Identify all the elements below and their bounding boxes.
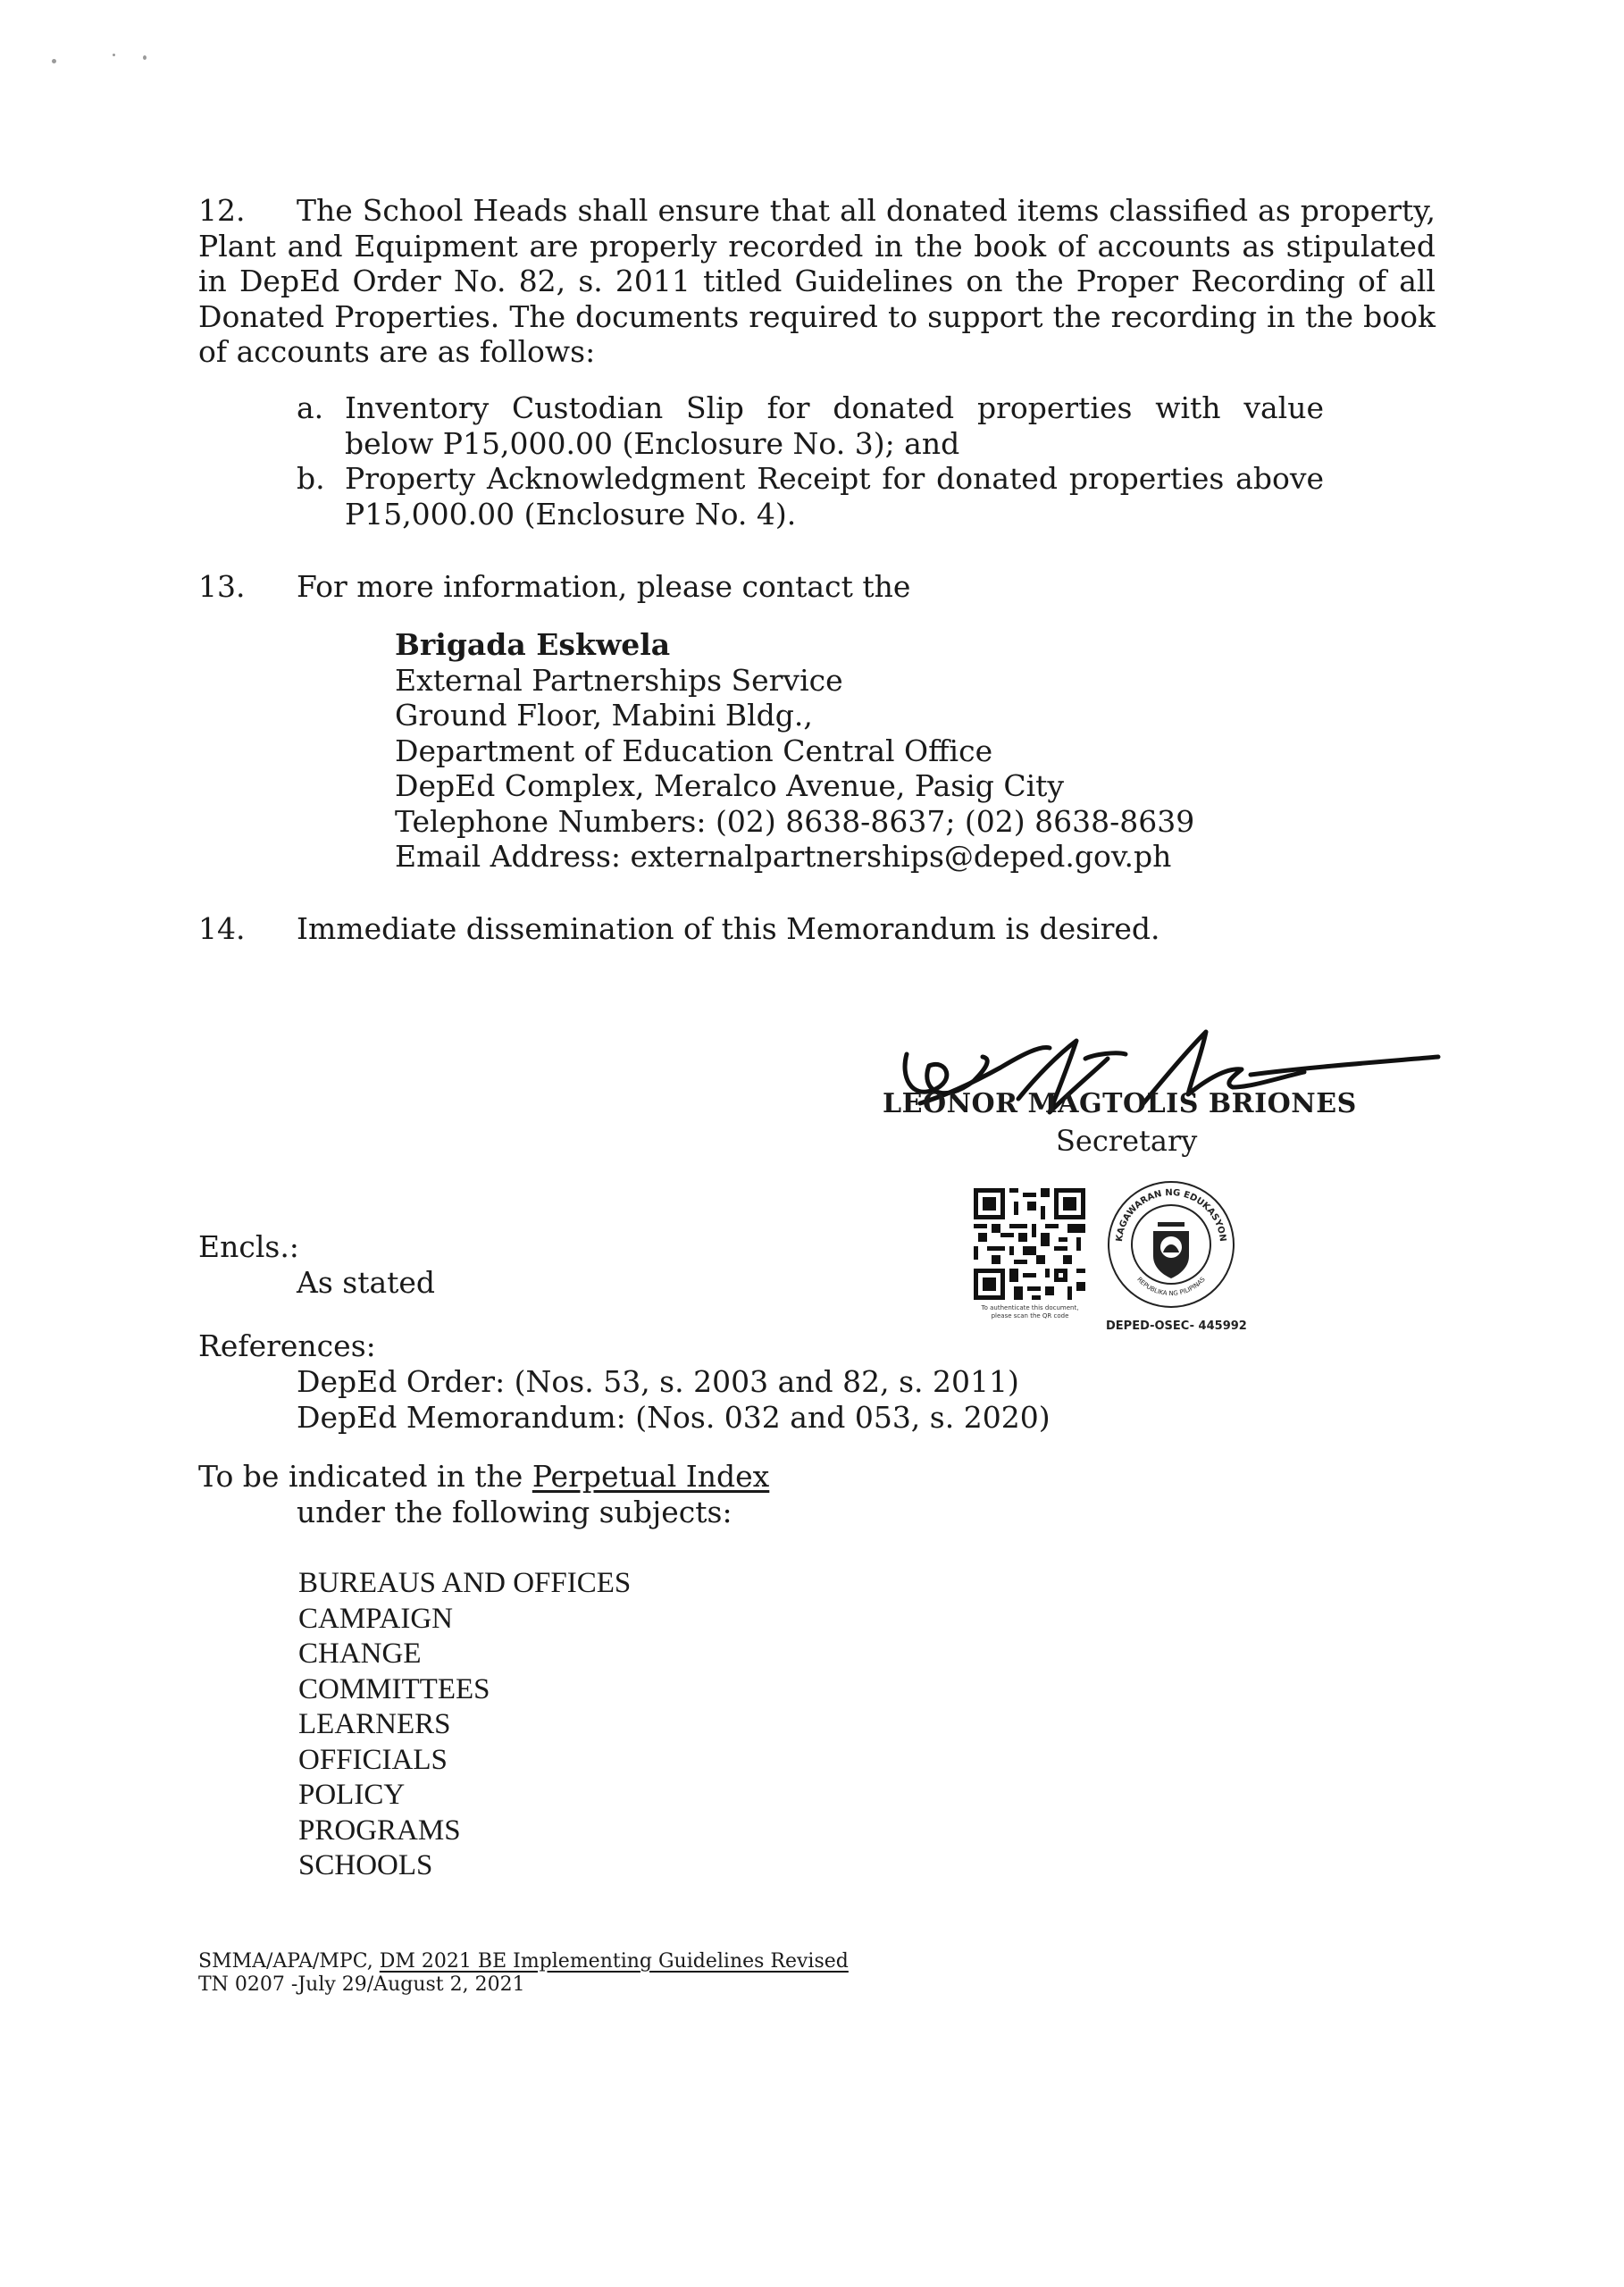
seal-top-text: KAGAWARAN NG EDUKASYON (1115, 1187, 1228, 1243)
contact-line: DepEd Complex, Meralco Avenue, Pasig City (395, 768, 1065, 803)
references-list (297, 1364, 1051, 1435)
subject-item: OFFICIALS (298, 1743, 448, 1776)
index-subtitle: under the following subjects: (297, 1495, 732, 1529)
contact-email: Email Address: externalpartnerships@deped.gov.ph (395, 839, 1172, 874)
perpetual-index-link: Perpetual Index (532, 1459, 770, 1494)
paragraph-13 (198, 569, 1436, 605)
contact-organization: Brigada Eskwela (395, 627, 671, 662)
scan-speck (113, 54, 115, 56)
list-item-text: Property Acknowledgment Receipt for donated properties above P15,000.00 (Enclosure No. 4). (345, 461, 1324, 532)
required-documents-list (297, 390, 1324, 532)
footer-tracking-number: TN 0207 -July 29/August 2, 2021 (198, 1973, 525, 1996)
subject-item: LEARNERS (298, 1708, 451, 1740)
subject-item: PROGRAMS (298, 1814, 461, 1847)
paragraph-text: Immediate dissemination of this Memorandum is desired. (297, 911, 1160, 946)
footer-initials: SMMA/APA/MPC, (198, 1950, 380, 1973)
list-item (297, 390, 1324, 461)
reference-line: DepEd Memorandum: (Nos. 032 and 053, s. 2020) (297, 1399, 1051, 1435)
footer-line-1 (198, 1950, 849, 1973)
paragraph-14 (198, 911, 1436, 947)
reference-line: DepEd Order: (Nos. 53, s. 2003 and 82, s. 2011) (297, 1364, 1019, 1399)
index-prefix: To be indicated in the (198, 1459, 532, 1494)
footer-document-title: DM 2021 BE Implementing Guidelines Revised (379, 1950, 849, 1973)
subject-item: SCHOOLS (298, 1849, 433, 1881)
svg-text:REPUBLIKA NG PILIPINAS (1135, 1276, 1207, 1297)
contact-line: Ground Floor, Mabini Bldg., (395, 698, 813, 733)
contact-phone: Telephone Numbers: (02) 8638-8637; (02) 8638-8639 (395, 803, 1195, 839)
scan-speck (143, 55, 146, 60)
paragraph-text: The School Heads shall ensure that all donated items classified as property, Plant and Equipment are properly recorded in the book of accounts as stipulated in DepEd Order No. 82, s. 2011 titled Guidelines on the Proper Recording of all Donated Properties. The documents required to support the recording in the book of accounts are as follows: (198, 193, 1436, 369)
references-label: References: (198, 1328, 376, 1363)
paragraph-number: 12. (198, 193, 246, 228)
document-code: DEPED-OSEC- 445992 (1106, 1319, 1247, 1333)
paragraph-number: 13. (198, 569, 246, 604)
qr-caption (963, 1304, 1097, 1320)
contact-line: Department of Education Central Office (395, 733, 993, 768)
subject-item: POLICY (298, 1779, 406, 1811)
paragraph-12 (198, 193, 1436, 370)
scan-speck (52, 59, 56, 63)
perpetual-index-line (198, 1459, 769, 1495)
subject-item: COMMITTEES (298, 1672, 490, 1705)
subject-item: CAMPAIGN (298, 1602, 453, 1635)
list-item-letter: a. (297, 390, 324, 425)
subject-item: BUREAUS AND OFFICES (298, 1567, 632, 1599)
enclosures-value: As stated (297, 1265, 436, 1300)
qr-caption-line: To authenticate this document, (981, 1304, 1079, 1311)
deped-seal-icon (1104, 1177, 1238, 1311)
paragraph-number: 14. (198, 911, 246, 946)
seal-bottom-text: REPUBLIKA NG PILIPINAS (1135, 1276, 1207, 1298)
paragraph-text: For more information, please contact the (297, 569, 911, 604)
list-item-text: Inventory Custodian Slip for donated properties with value below P15,000.00 (Enclosure No. 3); and (345, 390, 1324, 461)
document-footer (198, 1950, 849, 1997)
contact-block (395, 627, 1194, 875)
list-item-letter: b. (297, 461, 325, 496)
signatory-name: LEONOR MAGTOLIS BRIONES (883, 1088, 1357, 1119)
qr-caption-line: please scan the QR code (991, 1312, 1069, 1319)
contact-line: External Partnerships Service (395, 662, 843, 698)
list-item (297, 461, 1324, 532)
signatory-title: Secretary (1056, 1124, 1198, 1158)
subjects-list (298, 1566, 631, 1884)
subject-item: CHANGE (298, 1638, 422, 1670)
qr-code-icon (974, 1188, 1085, 1300)
enclosures-label: Encls.: (198, 1229, 299, 1264)
